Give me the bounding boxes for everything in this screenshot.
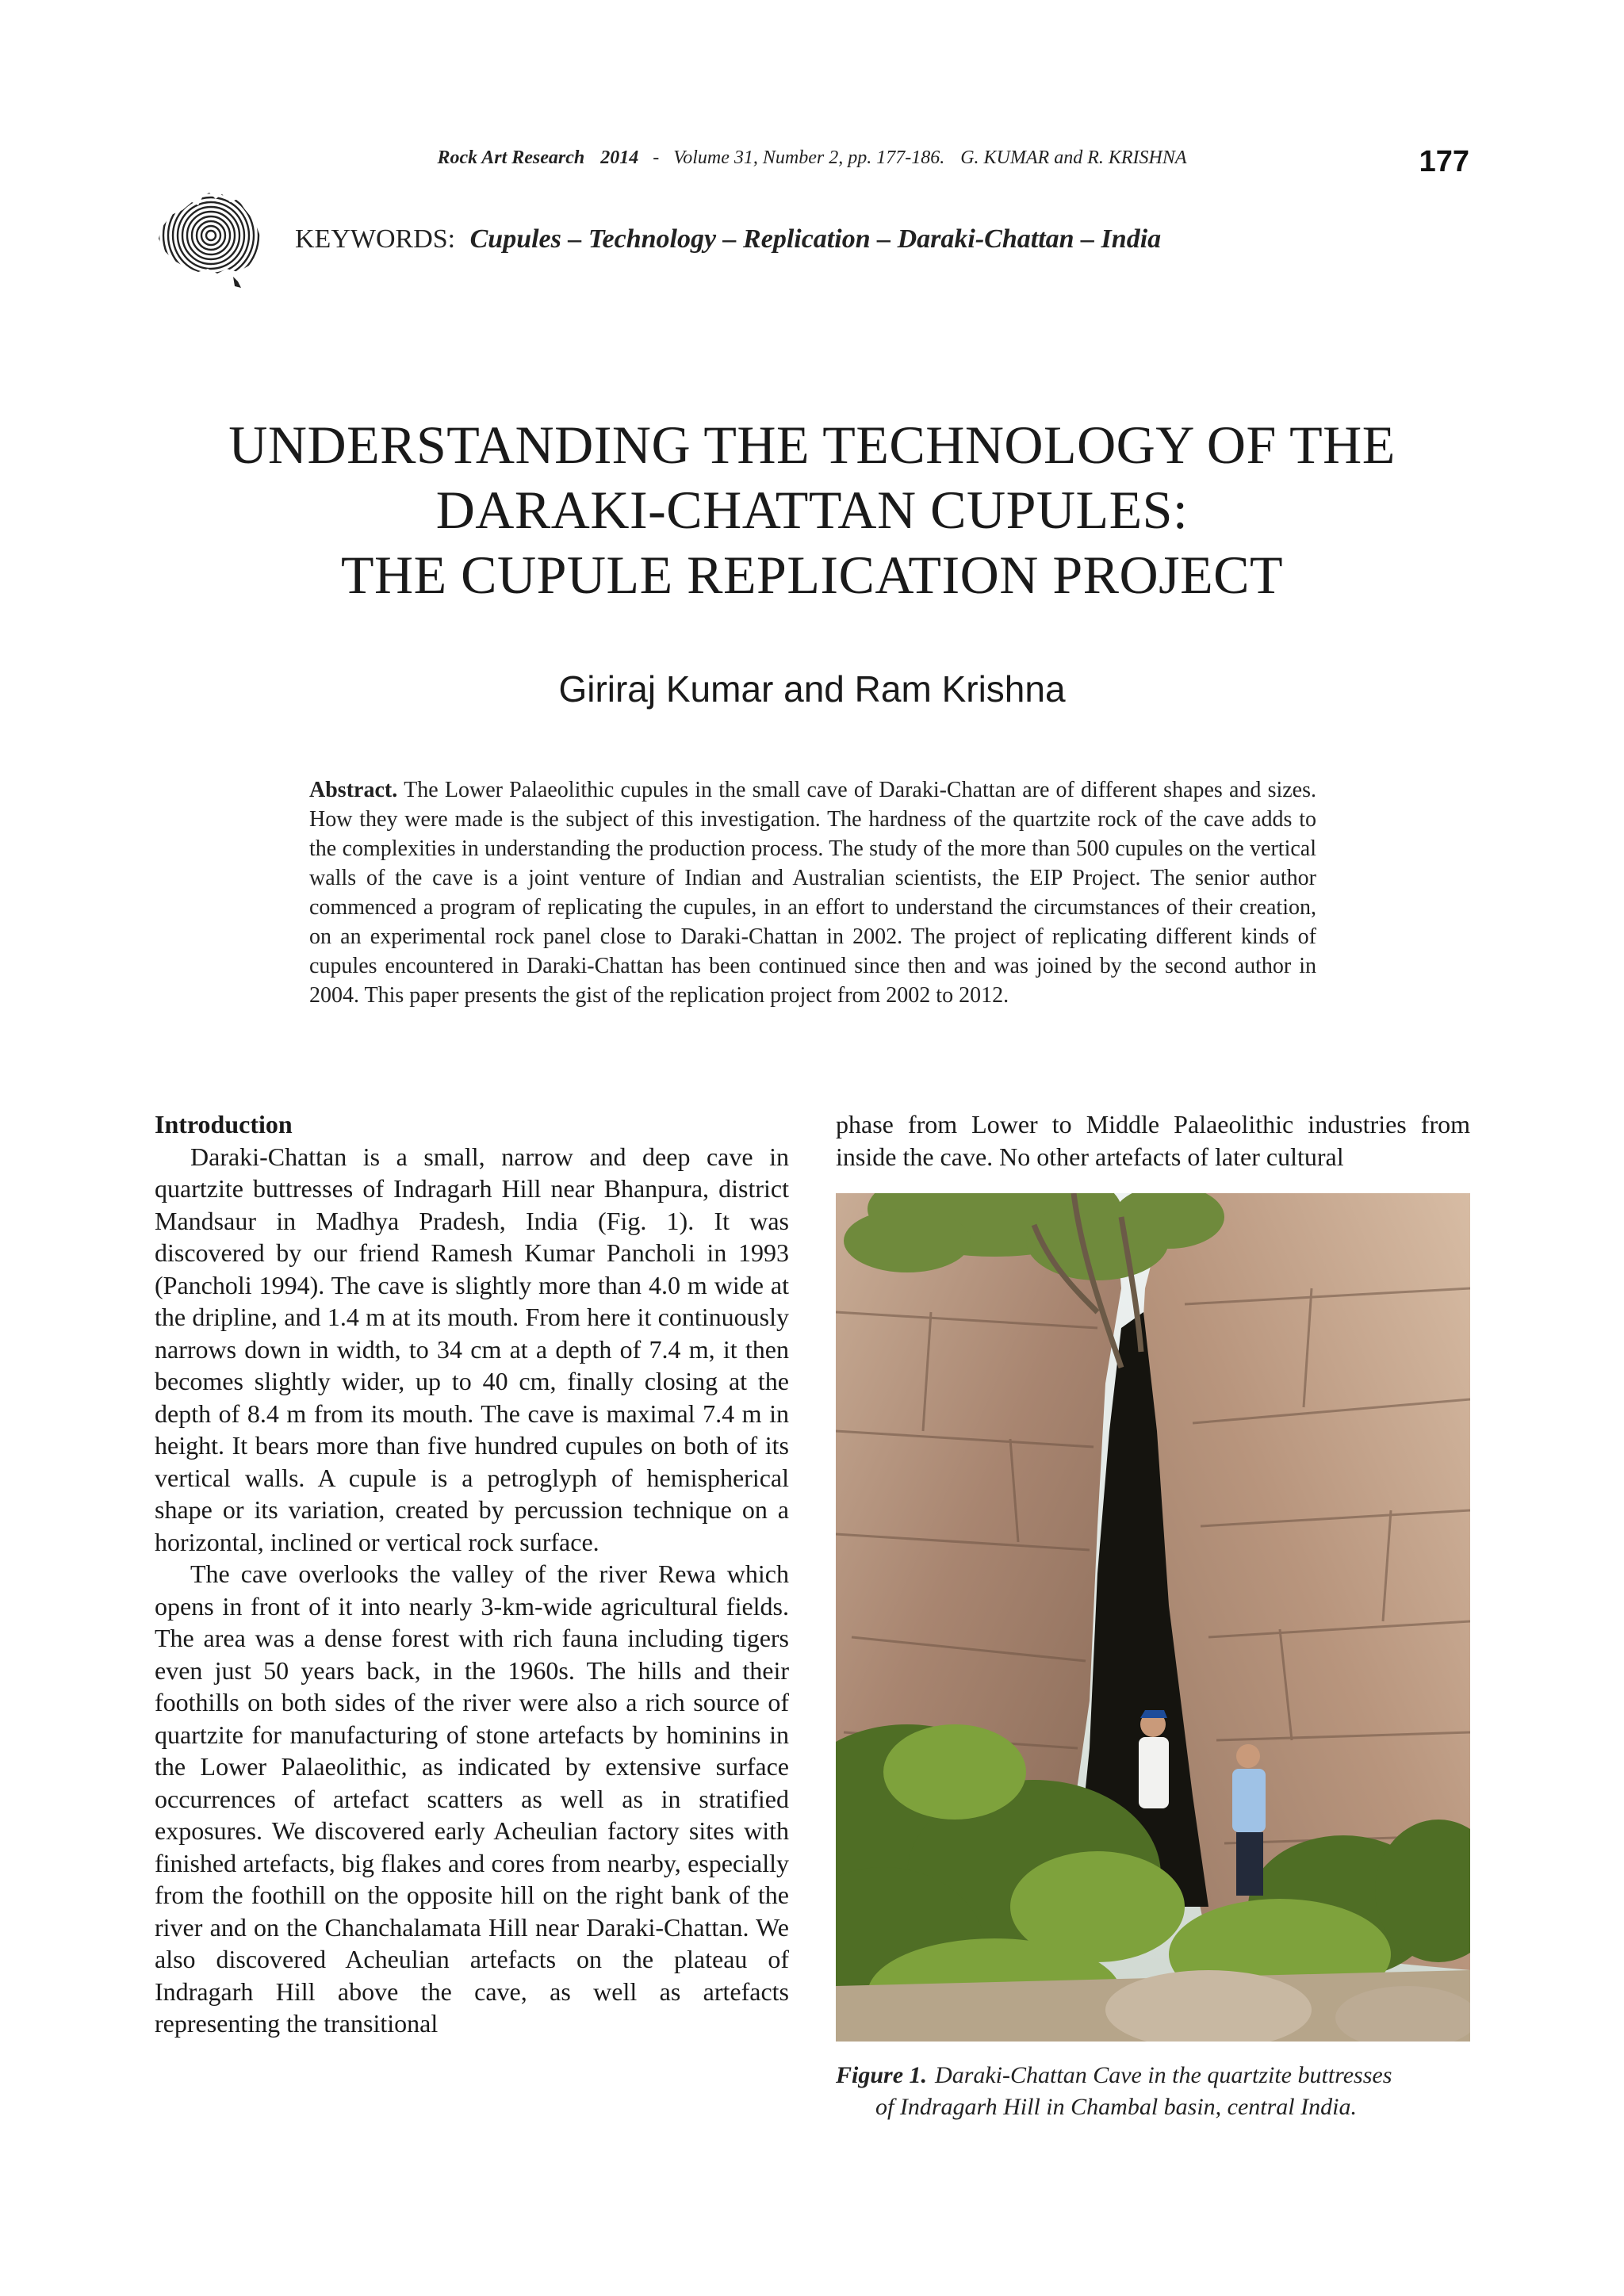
running-header bbox=[0, 147, 1624, 169]
caption-line-1: Daraki-Chattan Cave in the quartzite buttresses bbox=[935, 2062, 1392, 2088]
caption-line-2: of Indragarh Hill in Chambal basin, central India. bbox=[875, 2094, 1357, 2120]
author-line: Giriraj Kumar and Ram Krishna bbox=[558, 668, 1066, 710]
page-number: 177 bbox=[1419, 145, 1469, 178]
figure-label: Figure 1. bbox=[836, 2062, 928, 2088]
body-paragraph-continued: phase from Lower to Middle Palaeolithic industries from inside the cave. No other artefacts of later cultural bbox=[836, 1110, 1470, 1171]
journal-year: 2014 bbox=[600, 147, 639, 168]
journal-name: Rock Art Research bbox=[437, 147, 585, 168]
header-separator: - bbox=[653, 147, 660, 168]
abstract bbox=[309, 775, 1316, 1010]
title-line-1: UNDERSTANDING THE TECHNOLOGY OF THE bbox=[228, 415, 1396, 475]
keywords-list: Cupules – Technology – Replication – Daraki-Chattan – India bbox=[469, 224, 1162, 254]
volume-info: Volume 31, Number 2, pp. 177-186. bbox=[673, 147, 945, 168]
title-line-2: DARAKI-CHATTAN CUPULES: bbox=[435, 480, 1189, 540]
keywords-line bbox=[295, 224, 1161, 254]
figure-1-photo bbox=[836, 1193, 1470, 2042]
section-heading-introduction: Introduction bbox=[155, 1110, 293, 1138]
paper-title bbox=[0, 412, 1624, 607]
keywords-label: KEYWORDS: bbox=[295, 224, 456, 254]
left-column bbox=[155, 1108, 789, 2040]
body-paragraph-1: Daraki-Chattan is a small, narrow and deep cave in quartzite buttresses of Indragarh Hill near Bhanpura, district Mandsaur in Madhya Pradesh, India (Fig. 1). It was discovered by our friend Ramesh Kumar Pancholi in 1993 (Pancholi 1994). The cave is slightly more than 4.0 m wide at the dripline, and 1.4 m at its mouth. From here it continuously narrows down in width, to 34 cm at a depth of 7.4 m, it then becomes slightly wider, up to 40 cm, finally closing at the depth of 8.4 m from its mouth. The cave is maximal 7.4 m in height. It bears more than five hundred cupules on both of its vertical walls. A cupule is a petroglyph of hemispherical shape or its variation, created by percussion technique on a horizontal, inclined or vertical rock surface. bbox=[155, 1142, 789, 1556]
title-line-3: THE CUPULE REPLICATION PROJECT bbox=[340, 545, 1284, 605]
aura-logo-icon bbox=[151, 186, 270, 289]
abstract-label: Abstract. bbox=[309, 778, 398, 802]
cave-photo-illustration bbox=[836, 1193, 1470, 2042]
figure-1-caption bbox=[836, 2060, 1470, 2123]
person-figure-left bbox=[1139, 1710, 1169, 1808]
abstract-text: The Lower Palaeolithic cupules in the small cave of Daraki-Chattan are of different shapes and sizes. How they were made is the subject of this investigation. The hardness of the quartzite rock of the cave adds to the complexities in understanding the production process. The study of the more than 500 cupules on the vertical walls of the cave is a joint venture of Indian and Australian scientists, the EIP Project. The senior author commenced a program of replicating the cupules, in an effort to understand the circumstances of their creation, on an experimental rock panel close to Daraki-Chattan in 2002. The project of replicating different kinds of cupules encountered in Daraki-Chattan has been continued since then and was joined by the second author in 2004. This paper presents the gist of the replication project from 2002 to 2012. bbox=[309, 778, 1316, 1008]
body-paragraph-2: The cave overlooks the valley of the river Rewa which opens in front of it into nearly 3-km-wide agricultural fields. The area was a dense forest with rich fauna including tigers even just 50 years back, in the 1960s. The hills and their foothills on both sides of the river were also a rich source of quartzite for manufacturing of stone artefacts by hominins in the Lower Palaeolithic, as indicated by extensive surface occurrences of artefact scatters as well as in stratified exposures. We discovered early Acheulian factory sites with finished artefacts, big flakes and cores from nearby, especially from the foothill on the opposite hill on the right bank of the river and on the Chanchalamata Hill near Daraki-Chattan. We also discovered Acheulian artefacts on the plateau of Indragarh Hill above the cave, as well as artefacts representing the transitional bbox=[155, 1559, 789, 2038]
header-authors: G. KUMAR and R. KRISHNA bbox=[960, 147, 1187, 168]
